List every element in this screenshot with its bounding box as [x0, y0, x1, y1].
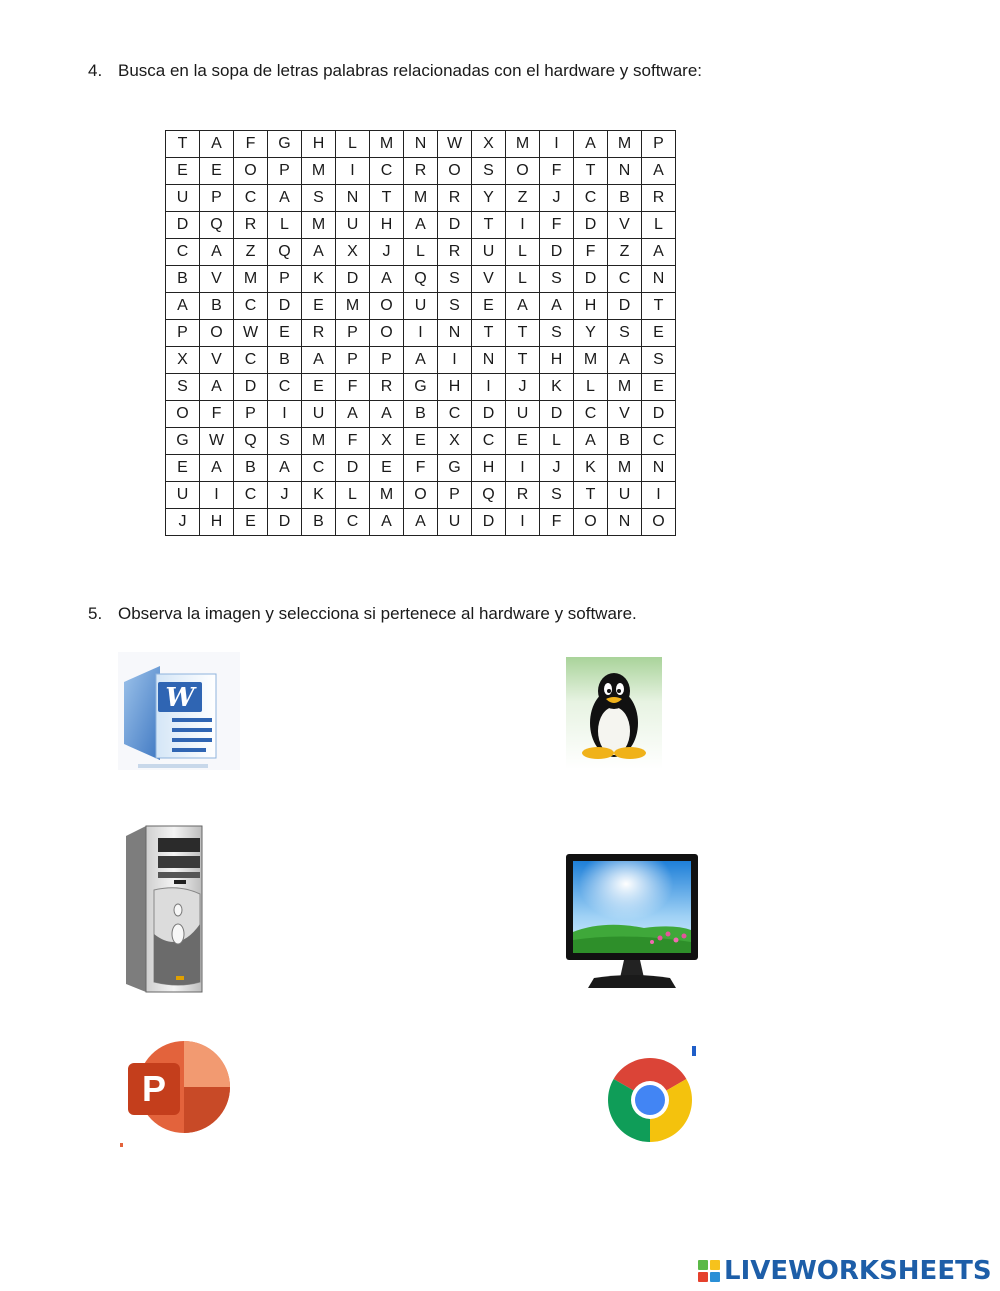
- grid-cell[interactable]: R: [642, 185, 676, 212]
- grid-cell[interactable]: L: [506, 239, 540, 266]
- grid-cell[interactable]: L: [540, 428, 574, 455]
- grid-cell[interactable]: O: [438, 158, 472, 185]
- grid-cell[interactable]: Q: [268, 239, 302, 266]
- grid-cell[interactable]: T: [370, 185, 404, 212]
- grid-cell[interactable]: J: [540, 185, 574, 212]
- grid-cell[interactable]: S: [540, 482, 574, 509]
- question-5: [88, 603, 637, 625]
- grid-cell[interactable]: J: [370, 239, 404, 266]
- grid-cell[interactable]: Z: [234, 239, 268, 266]
- grid-cell[interactable]: F: [336, 374, 370, 401]
- grid-cell[interactable]: S: [472, 158, 506, 185]
- linux-penguin-icon[interactable]: [566, 657, 662, 769]
- grid-cell[interactable]: B: [302, 509, 336, 536]
- grid-cell[interactable]: J: [506, 374, 540, 401]
- grid-cell[interactable]: V: [472, 266, 506, 293]
- grid-cell[interactable]: S: [540, 320, 574, 347]
- grid-cell[interactable]: D: [540, 239, 574, 266]
- grid-cell[interactable]: B: [166, 266, 200, 293]
- grid-cell[interactable]: R: [302, 320, 336, 347]
- grid-cell[interactable]: K: [540, 374, 574, 401]
- grid-cell[interactable]: C: [234, 185, 268, 212]
- grid-cell[interactable]: H: [370, 212, 404, 239]
- grid-cell[interactable]: O: [166, 401, 200, 428]
- grid-cell[interactable]: H: [472, 455, 506, 482]
- grid-cell[interactable]: A: [608, 347, 642, 374]
- grid-cell[interactable]: A: [200, 131, 234, 158]
- grid-cell[interactable]: A: [642, 158, 676, 185]
- grid-cell[interactable]: G: [166, 428, 200, 455]
- grid-cell[interactable]: C: [608, 266, 642, 293]
- computer-tower-icon[interactable]: [124, 824, 206, 996]
- grid-cell[interactable]: C: [268, 374, 302, 401]
- question-4-number: 4.: [88, 61, 103, 80]
- grid-cell[interactable]: A: [506, 293, 540, 320]
- grid-cell[interactable]: R: [404, 158, 438, 185]
- grid-cell[interactable]: T: [642, 293, 676, 320]
- grid-cell[interactable]: E: [268, 320, 302, 347]
- grid-cell[interactable]: V: [200, 266, 234, 293]
- grid-row: [166, 347, 676, 374]
- grid-cell[interactable]: A: [574, 428, 608, 455]
- grid-cell[interactable]: J: [268, 482, 302, 509]
- grid-cell[interactable]: I: [472, 374, 506, 401]
- grid-cell[interactable]: G: [268, 131, 302, 158]
- grid-cell[interactable]: E: [302, 293, 336, 320]
- grid-cell[interactable]: N: [472, 347, 506, 374]
- grid-cell[interactable]: N: [608, 158, 642, 185]
- grid-cell[interactable]: M: [302, 212, 336, 239]
- grid-cell[interactable]: O: [234, 158, 268, 185]
- grid-cell[interactable]: K: [574, 455, 608, 482]
- grid-cell[interactable]: O: [642, 509, 676, 536]
- grid-row: [166, 266, 676, 293]
- grid-cell[interactable]: T: [166, 131, 200, 158]
- grid-cell[interactable]: M: [608, 455, 642, 482]
- grid-cell[interactable]: E: [472, 293, 506, 320]
- grid-cell[interactable]: H: [302, 131, 336, 158]
- monitor-icon[interactable]: [564, 854, 702, 1000]
- grid-cell[interactable]: A: [302, 239, 336, 266]
- grid-cell[interactable]: N: [642, 455, 676, 482]
- grid-cell[interactable]: I: [506, 212, 540, 239]
- grid-cell[interactable]: V: [608, 401, 642, 428]
- grid-cell[interactable]: E: [234, 509, 268, 536]
- grid-cell[interactable]: B: [404, 401, 438, 428]
- grid-cell[interactable]: V: [608, 212, 642, 239]
- grid-cell[interactable]: Q: [472, 482, 506, 509]
- grid-cell[interactable]: O: [574, 509, 608, 536]
- grid-cell[interactable]: I: [438, 347, 472, 374]
- grid-cell[interactable]: X: [336, 239, 370, 266]
- grid-cell[interactable]: A: [404, 347, 438, 374]
- grid-cell[interactable]: F: [234, 131, 268, 158]
- grid-cell[interactable]: I: [540, 131, 574, 158]
- grid-cell[interactable]: U: [336, 212, 370, 239]
- grid-cell[interactable]: Q: [404, 266, 438, 293]
- grid-cell[interactable]: D: [268, 293, 302, 320]
- grid-cell[interactable]: R: [506, 482, 540, 509]
- grid-row: [166, 428, 676, 455]
- grid-row: [166, 239, 676, 266]
- grid-cell[interactable]: N: [336, 185, 370, 212]
- grid-cell[interactable]: P: [166, 320, 200, 347]
- grid-cell[interactable]: U: [472, 239, 506, 266]
- grid-cell[interactable]: H: [438, 374, 472, 401]
- grid-cell[interactable]: D: [608, 293, 642, 320]
- grid-cell[interactable]: G: [438, 455, 472, 482]
- grid-cell[interactable]: R: [438, 239, 472, 266]
- grid-cell[interactable]: E: [642, 320, 676, 347]
- grid-cell[interactable]: C: [234, 347, 268, 374]
- grid-cell[interactable]: O: [370, 293, 404, 320]
- grid-cell[interactable]: A: [200, 239, 234, 266]
- grid-cell[interactable]: A: [336, 401, 370, 428]
- grid-cell[interactable]: F: [200, 401, 234, 428]
- grid-cell[interactable]: K: [302, 482, 336, 509]
- grid-cell[interactable]: M: [234, 266, 268, 293]
- grid-cell[interactable]: J: [166, 509, 200, 536]
- grid-cell[interactable]: F: [404, 455, 438, 482]
- grid-cell[interactable]: D: [336, 455, 370, 482]
- grid-cell[interactable]: O: [506, 158, 540, 185]
- grid-cell[interactable]: A: [166, 293, 200, 320]
- grid-cell[interactable]: X: [166, 347, 200, 374]
- grid-cell[interactable]: H: [540, 347, 574, 374]
- grid-cell[interactable]: Y: [472, 185, 506, 212]
- grid-cell[interactable]: E: [200, 158, 234, 185]
- grid-cell[interactable]: S: [268, 428, 302, 455]
- grid-cell[interactable]: C: [438, 401, 472, 428]
- grid-cell[interactable]: I: [506, 509, 540, 536]
- grid-cell[interactable]: E: [370, 455, 404, 482]
- grid-cell[interactable]: E: [506, 428, 540, 455]
- grid-cell[interactable]: A: [200, 455, 234, 482]
- grid-cell[interactable]: M: [574, 347, 608, 374]
- grid-cell[interactable]: X: [370, 428, 404, 455]
- grid-cell[interactable]: R: [438, 185, 472, 212]
- grid-cell[interactable]: R: [234, 212, 268, 239]
- grid-cell[interactable]: U: [438, 509, 472, 536]
- grid-cell[interactable]: C: [336, 509, 370, 536]
- grid-cell[interactable]: P: [234, 401, 268, 428]
- grid-cell[interactable]: L: [642, 212, 676, 239]
- grid-cell[interactable]: O: [404, 482, 438, 509]
- grid-cell[interactable]: A: [540, 293, 574, 320]
- grid-cell[interactable]: I: [268, 401, 302, 428]
- grid-cell[interactable]: A: [642, 239, 676, 266]
- grid-cell[interactable]: N: [642, 266, 676, 293]
- grid-row: [166, 455, 676, 482]
- grid-cell[interactable]: I: [404, 320, 438, 347]
- grid-row: [166, 185, 676, 212]
- grid-cell[interactable]: M: [336, 293, 370, 320]
- grid-cell[interactable]: N: [404, 131, 438, 158]
- grid-cell[interactable]: Q: [200, 212, 234, 239]
- grid-cell[interactable]: L: [574, 374, 608, 401]
- question-4-text: Busca en la sopa de letras palabras relacionadas con el hardware y software:: [118, 61, 703, 80]
- grid-cell[interactable]: P: [642, 131, 676, 158]
- grid-cell[interactable]: Z: [608, 239, 642, 266]
- grid-cell[interactable]: C: [234, 482, 268, 509]
- liveworksheets-logo[interactable]: [698, 1254, 992, 1288]
- grid-cell[interactable]: U: [506, 401, 540, 428]
- grid-cell[interactable]: P: [268, 266, 302, 293]
- grid-row: [166, 401, 676, 428]
- grid-cell[interactable]: H: [200, 509, 234, 536]
- grid-cell[interactable]: D: [234, 374, 268, 401]
- grid-cell[interactable]: B: [268, 347, 302, 374]
- grid-cell[interactable]: A: [370, 401, 404, 428]
- grid-cell[interactable]: P: [268, 158, 302, 185]
- grid-cell[interactable]: C: [574, 185, 608, 212]
- grid-cell[interactable]: E: [166, 455, 200, 482]
- grid-cell[interactable]: B: [234, 455, 268, 482]
- grid-row: [166, 509, 676, 536]
- grid-cell[interactable]: K: [302, 266, 336, 293]
- grid-cell[interactable]: C: [574, 401, 608, 428]
- grid-cell[interactable]: C: [166, 239, 200, 266]
- grid-cell[interactable]: A: [404, 509, 438, 536]
- grid-cell[interactable]: C: [370, 158, 404, 185]
- grid-cell[interactable]: N: [608, 509, 642, 536]
- grid-row: [166, 158, 676, 185]
- grid-cell[interactable]: E: [404, 428, 438, 455]
- logo-brand-text: LIVEWORKSHEETS: [724, 1256, 992, 1286]
- grid-cell[interactable]: B: [608, 185, 642, 212]
- grid-cell[interactable]: Q: [234, 428, 268, 455]
- grid-cell[interactable]: M: [302, 158, 336, 185]
- grid-cell[interactable]: L: [404, 239, 438, 266]
- grid-cell[interactable]: B: [608, 428, 642, 455]
- question-5-text: Observa la imagen y selecciona si pertenece al hardware y software.: [118, 604, 637, 623]
- grid-cell[interactable]: D: [574, 266, 608, 293]
- grid-cell[interactable]: T: [574, 158, 608, 185]
- grid-cell[interactable]: A: [370, 266, 404, 293]
- grid-cell[interactable]: U: [166, 482, 200, 509]
- grid-cell[interactable]: E: [642, 374, 676, 401]
- grid-cell[interactable]: M: [404, 185, 438, 212]
- grid-cell[interactable]: T: [472, 320, 506, 347]
- grid-cell[interactable]: S: [540, 266, 574, 293]
- grid-cell[interactable]: A: [370, 509, 404, 536]
- grid-cell[interactable]: A: [302, 347, 336, 374]
- chrome-icon[interactable]: [604, 1044, 700, 1144]
- grid-cell[interactable]: O: [370, 320, 404, 347]
- grid-cell[interactable]: D: [472, 509, 506, 536]
- grid-cell[interactable]: I: [200, 482, 234, 509]
- grid-cell[interactable]: Y: [574, 320, 608, 347]
- grid-cell[interactable]: D: [166, 212, 200, 239]
- grid-cell[interactable]: Z: [506, 185, 540, 212]
- grid-cell[interactable]: D: [540, 401, 574, 428]
- grid-cell[interactable]: S: [642, 347, 676, 374]
- grid-cell[interactable]: H: [574, 293, 608, 320]
- grid-cell[interactable]: T: [574, 482, 608, 509]
- grid-cell[interactable]: M: [302, 428, 336, 455]
- grid-cell[interactable]: L: [336, 131, 370, 158]
- grid-cell[interactable]: F: [540, 212, 574, 239]
- grid-cell[interactable]: M: [506, 131, 540, 158]
- grid-cell[interactable]: P: [200, 185, 234, 212]
- powerpoint-icon[interactable]: [118, 1035, 234, 1149]
- grid-cell[interactable]: P: [370, 347, 404, 374]
- grid-cell[interactable]: S: [166, 374, 200, 401]
- grid-cell[interactable]: P: [336, 320, 370, 347]
- question-5-number: 5.: [88, 604, 103, 623]
- grid-cell[interactable]: C: [234, 293, 268, 320]
- grid-cell[interactable]: F: [540, 158, 574, 185]
- grid-cell[interactable]: T: [472, 212, 506, 239]
- word-letter: W: [165, 683, 195, 713]
- grid-cell[interactable]: U: [166, 185, 200, 212]
- grid-cell[interactable]: S: [438, 293, 472, 320]
- grid-row: [166, 482, 676, 509]
- grid-cell[interactable]: D: [268, 509, 302, 536]
- grid-cell[interactable]: W: [234, 320, 268, 347]
- grid-cell[interactable]: I: [506, 455, 540, 482]
- grid-cell[interactable]: D: [472, 401, 506, 428]
- grid-row: [166, 293, 676, 320]
- grid-cell[interactable]: C: [642, 428, 676, 455]
- grid-cell[interactable]: L: [506, 266, 540, 293]
- grid-cell[interactable]: I: [642, 482, 676, 509]
- grid-cell[interactable]: F: [540, 509, 574, 536]
- grid-cell[interactable]: U: [608, 482, 642, 509]
- grid-cell[interactable]: M: [370, 482, 404, 509]
- grid-cell[interactable]: U: [302, 401, 336, 428]
- grid-cell[interactable]: T: [506, 320, 540, 347]
- grid-cell[interactable]: S: [438, 266, 472, 293]
- grid-cell[interactable]: C: [302, 455, 336, 482]
- powerpoint-letter: P: [141, 1068, 167, 1109]
- grid-cell[interactable]: E: [166, 158, 200, 185]
- grid-cell[interactable]: M: [608, 374, 642, 401]
- grid-cell[interactable]: I: [336, 158, 370, 185]
- grid-cell[interactable]: P: [336, 347, 370, 374]
- grid-cell[interactable]: A: [268, 185, 302, 212]
- grid-cell[interactable]: G: [404, 374, 438, 401]
- grid-cell[interactable]: W: [200, 428, 234, 455]
- grid-cell[interactable]: F: [574, 239, 608, 266]
- word-search-grid: [165, 130, 676, 536]
- grid-cell[interactable]: J: [540, 455, 574, 482]
- grid-cell[interactable]: N: [438, 320, 472, 347]
- grid-cell[interactable]: D: [438, 212, 472, 239]
- grid-cell[interactable]: S: [608, 320, 642, 347]
- grid-row: [166, 131, 676, 158]
- grid-row: [166, 374, 676, 401]
- grid-cell[interactable]: A: [574, 131, 608, 158]
- grid-cell[interactable]: C: [472, 428, 506, 455]
- grid-cell[interactable]: F: [336, 428, 370, 455]
- grid-cell[interactable]: B: [200, 293, 234, 320]
- grid-cell[interactable]: E: [302, 374, 336, 401]
- grid-cell[interactable]: L: [336, 482, 370, 509]
- grid-cell[interactable]: X: [472, 131, 506, 158]
- grid-cell[interactable]: L: [268, 212, 302, 239]
- grid-cell[interactable]: V: [200, 347, 234, 374]
- grid-cell[interactable]: S: [302, 185, 336, 212]
- grid-cell[interactable]: O: [200, 320, 234, 347]
- microsoft-word-icon[interactable]: [118, 652, 240, 770]
- grid-cell[interactable]: A: [404, 212, 438, 239]
- grid-row: [166, 212, 676, 239]
- grid-cell[interactable]: W: [438, 131, 472, 158]
- logo-blocks-icon: [698, 1260, 720, 1282]
- grid-cell[interactable]: M: [370, 131, 404, 158]
- grid-cell[interactable]: U: [404, 293, 438, 320]
- grid-cell[interactable]: X: [438, 428, 472, 455]
- grid-cell[interactable]: A: [268, 455, 302, 482]
- grid-cell[interactable]: A: [200, 374, 234, 401]
- grid-row: [166, 320, 676, 347]
- question-4: [88, 60, 702, 82]
- grid-cell[interactable]: R: [370, 374, 404, 401]
- grid-cell[interactable]: T: [506, 347, 540, 374]
- grid-cell[interactable]: P: [438, 482, 472, 509]
- grid-cell[interactable]: D: [336, 266, 370, 293]
- grid-cell[interactable]: D: [642, 401, 676, 428]
- grid-cell[interactable]: D: [574, 212, 608, 239]
- grid-cell[interactable]: M: [608, 131, 642, 158]
